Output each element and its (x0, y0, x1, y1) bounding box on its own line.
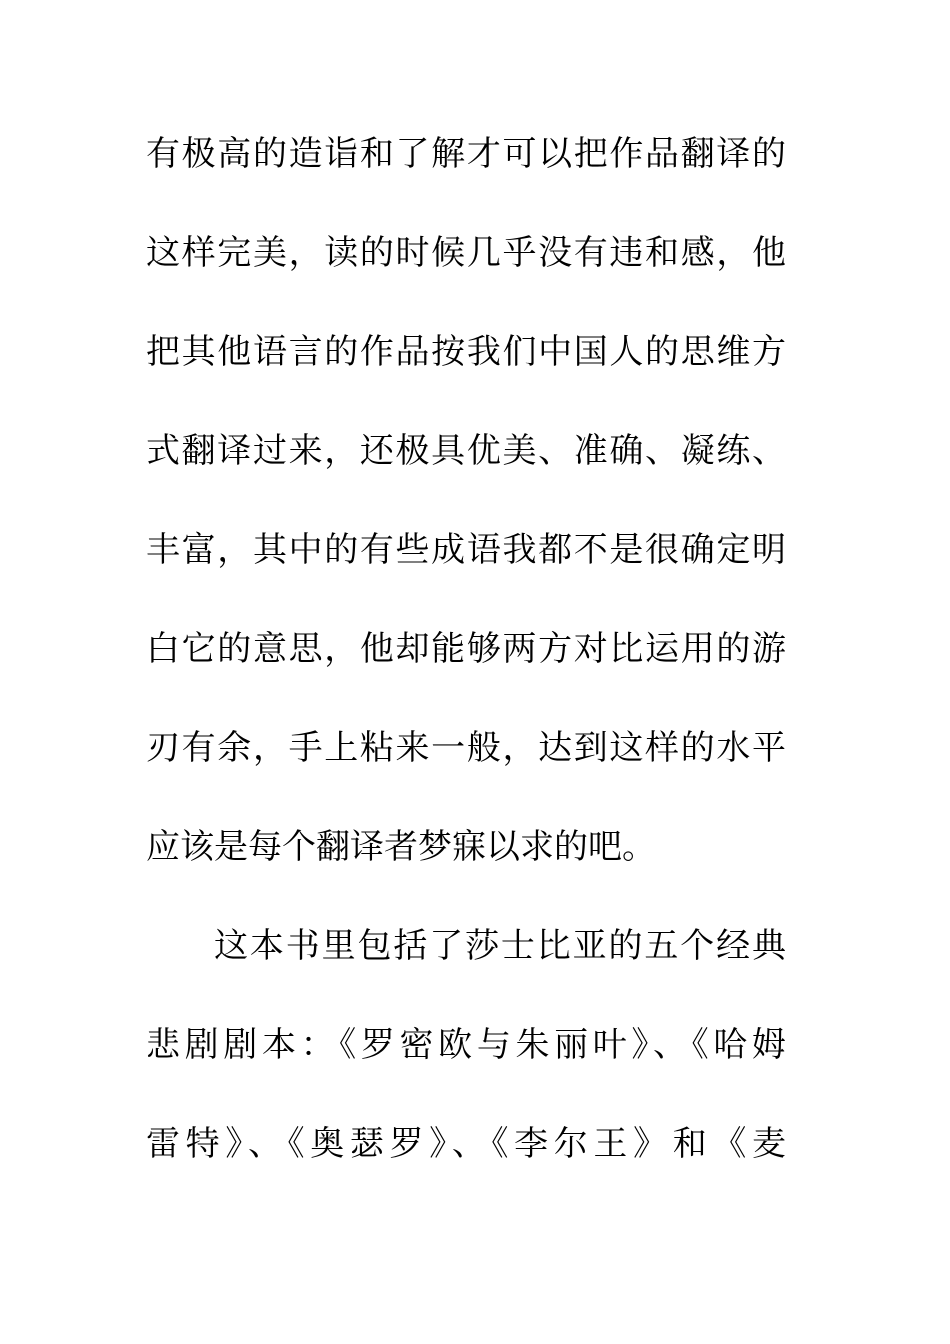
text-line: 有极高的造诣和了解才可以把作品翻译的 (146, 134, 786, 174)
paragraph-end-line: 应该是每个翻译者梦寐以求的吧。 (146, 827, 656, 867)
paragraph-start-line: 这本书里包括了莎士比亚的五个经典 (214, 926, 786, 966)
text-line: 把其他语言的作品按我们中国人的思维方 (146, 332, 786, 372)
text-line: 丰富，其中的有些成语我都不是很确定明 (146, 530, 786, 570)
body-text (146, 126, 786, 1215)
text-line: 雷特》、《奥瑟罗》、《李尔王》和《麦 (146, 1124, 786, 1164)
text-line: 式翻译过来，还极具优美、准确、凝练、 (146, 431, 786, 471)
text-line: 这样完美，读的时候几乎没有违和感，他 (146, 233, 786, 273)
text-line: 白它的意思，他却能够两方对比运用的游 (146, 629, 786, 669)
text-line: 悲剧剧本：《罗密欧与朱丽叶》、《哈姆 (146, 1025, 786, 1065)
text-line: 刃有余，手上粘来一般，达到这样的水平 (146, 728, 786, 768)
